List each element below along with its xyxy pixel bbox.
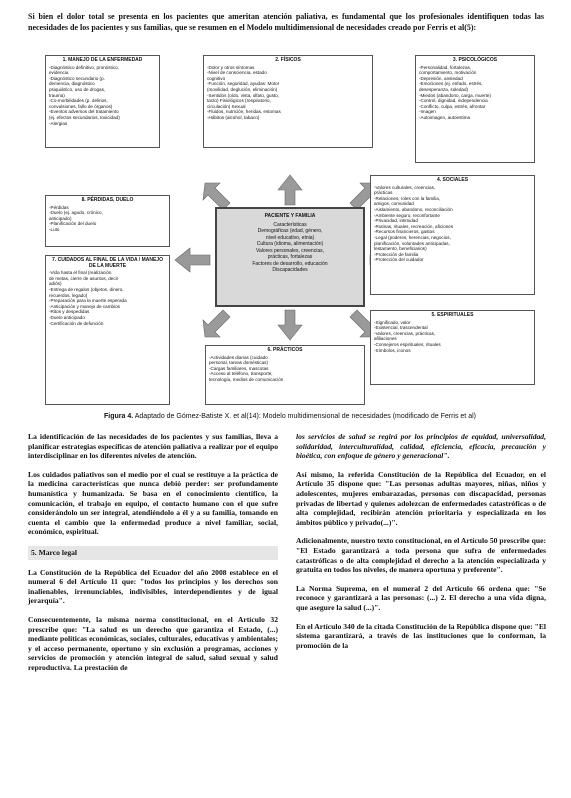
box-title: 2. FÍSICOS (275, 57, 301, 63)
box-item: (ej. efectos secundarios, toxicidad) (49, 114, 120, 120)
center-title: PACIENTE Y FAMILIA (264, 213, 316, 219)
box-item: adiós) (49, 281, 62, 287)
box-item: -Diagnóstico secundario (p. (49, 75, 105, 81)
box-item: -Autoimagen, autoestima (419, 114, 471, 120)
box-item: -Protección del cuidador (374, 257, 424, 263)
center-line: Factores de desarrollo, educación (252, 260, 328, 267)
box-title: 8. PÉRDIDAS, DUELO (81, 197, 134, 203)
paragraph: Consecuentemente, la misma norma constitucional, en el Artículo 32 prescribe que: "La salud es un derecho que garantiza el Estado, (...) mediante políticas económicas, sociales, culturales, educativas y ambientales; y el acceso permanente, oportuno y sin exclusión a programas, acciones y servicios de promoción y atención integral de salud, salud sexual y salud reproductiva. La prestación de (28, 614, 278, 672)
box-item: -Fluidos, nutrición, heridas, estomas (207, 109, 281, 115)
box-item: -Ritos y despedidas (49, 309, 90, 315)
box-losses-grief (45, 195, 170, 247)
box-item: -Pérdidas (49, 204, 69, 210)
box-item: -Existencial, trascendental (374, 325, 428, 331)
paragraph: La identificación de las necesidades de los pacientes y sus familias, lleva a planificar estrategias específicas de atención paliativa a realizar por el equipo interdisciplinar en los diferentes niveles de atención. (28, 432, 279, 461)
box-item: -Certificación de defunción (49, 320, 104, 326)
box-item: -Personalidad, fortalezas, (419, 64, 472, 70)
box-item: tacto) Fisiológicos (respiratorio, (207, 98, 271, 104)
right-column (296, 432, 546, 659)
box-item: -Imagen (419, 109, 436, 115)
box-item: de metas, cierre de asuntos, decir (49, 275, 119, 281)
box-item: tecnología, medios de comunicación (209, 376, 284, 382)
center-line: nivel educativo, etnia) (265, 234, 315, 241)
box-item: -Planificación del duelo (49, 221, 97, 227)
paragraph: Los cuidados paliativos son el medio por el cual se restituye a la práctica de la medicina características que nunca debió perder: ser profundamente humanística y humanizada. Se basa en el conocimiento científico, la comunicación, el trabajo en equipo, el contacto humano con el que sufre considerándolo un ser integral, atendiéndolo a él y a su familia, tomando en cuenta el cambio que la enfermedad produce a nivel familiar, social, económico, espiritual. (28, 469, 278, 537)
box-physical (203, 55, 373, 148)
box-item: convulsiones, fallo de órganos) (49, 103, 113, 109)
box-item: -Rutinas, rituales, recreación, aficiones (374, 223, 454, 229)
box-item: cognitivo (207, 75, 226, 81)
box-item: -Eventos adversos del tratamiento (49, 109, 119, 115)
box-item: circulación) Sexual (207, 103, 246, 109)
box-item: -Acceso al teléfono, transporte, (209, 371, 273, 377)
box-item: trauma) (49, 92, 65, 98)
box-item: -Diagnóstico definitivo, pronóstico, (49, 64, 119, 70)
box-title: 4. SOCIALES (436, 177, 469, 183)
box-item: testamento, beneficiarios) (374, 246, 427, 252)
box-item: -Valores, creencias, prácticas, (374, 330, 436, 336)
arrow-up (278, 175, 302, 205)
center-line: Cultura (idioma, alimentación) (256, 241, 324, 247)
box-item: -Protección de familia (374, 251, 419, 257)
box-title: 6. PRÁCTICOS (267, 347, 303, 353)
box-title: 1. MANEJO DE LA ENFERMEDAD (62, 57, 143, 63)
box-item: -Dolor y otros síntomas (207, 64, 255, 70)
box-item: -Emociones (ej. enfado, estrés, (419, 81, 483, 87)
box-item: -Relaciones, roles con la familia, (374, 195, 441, 201)
box-item: (movilidad, deglución, eliminación) (207, 86, 278, 92)
box-item: prácticas (374, 190, 393, 196)
box-item: -Miedos (abandono, carga, muerte) (419, 92, 492, 98)
box-item: afiliaciones (374, 336, 397, 342)
box-spiritual (370, 310, 535, 385)
figure-caption (100, 412, 480, 421)
box-item: -Función, seguridad, ayudas: Motor (207, 81, 280, 87)
arrow-downleft (203, 310, 230, 337)
box-item: -Preparación para la muerte esperada (49, 298, 127, 304)
section-heading: 5. Marco legal (28, 546, 278, 560)
box-item: -Luto (49, 226, 60, 232)
center-line: Discapacidades (272, 267, 308, 273)
paragraph: En el Artículo 340 de la citada Constitución de la República dispone que: "El sistema garantizará, a través de las instituciones que lo conforman, la promoción de la (296, 621, 546, 650)
box-disease-management (45, 55, 160, 148)
box-title: 7. CUIDADOS AL FINAL DE LA VIDA / MANEJO DE LA MUERTE (52, 257, 163, 269)
box-item: -Vida hasta el final (realización (49, 270, 112, 276)
box-item: -Duelo anticipado (49, 314, 85, 320)
box-item: desesperanza, soledad) (419, 86, 469, 92)
box-item: -Duelo (ej. agudo, crónico, (49, 210, 103, 216)
arrow-down (278, 310, 302, 340)
box-item: -Símbolos, iconos (374, 347, 411, 353)
box-item: personal, tareas domésticas) (209, 360, 268, 366)
box-item: -Control, dignidad, independencia (419, 98, 488, 104)
paragraph: La Constitución de la República del Ecuador del año 2008 establece en el numeral 6 del Artículo 11 que: "todos los principios y los derechos son inalienables, irrenunciables, indivisibles, interdependientes y de igual jerarquía". (28, 567, 278, 606)
box-item: -Entrega de regalos (objetos, dinero, (49, 286, 124, 292)
box-item: psiquiátrico, uso de drogas, (49, 86, 106, 92)
box-item: -Hábitos (alcohol, tabaco) (207, 114, 260, 120)
center-line: Valores personales, creencias, (256, 247, 324, 254)
box-item: comportamiento, motivación (419, 70, 477, 76)
paragraph: Así mismo, la referida Constitución de la República del Ecuador, en el Artículo 35 dispone que: "Las personas adultas mayores, niñas, niños y adolescentes, mujeres embarazadas, personas con discapacidad, personas privadas de libertad y quienes adolezcan de enfermedades catastróficas o de alta complejidad, recibirán atención prioritaria y especializada en los ámbitos público y privado(...)". (296, 469, 546, 527)
paragraph: Adicionalmente, nuestro texto constitucional, en el Artículo 50 prescribe que: "El Estado garantizará a toda persona que sufra de enfermedades catastróficas o de alta complejidad el derecho a la atención especializada y gratuita en todos los niveles, de manera oportuna y preferente". (296, 536, 546, 575)
box-item: -Conflicto, culpa, estrés, afrontar (419, 103, 486, 109)
box-item: -Actividades diarias (cuidado (209, 354, 268, 360)
box-item: anticipado) (49, 215, 72, 221)
box-item: -Nivel de consciencia, estado (207, 70, 267, 76)
paragraph: los servicios de salud se regirá por los principios de equidad, universalidad, solidaridad, interculturalidad, calidad, eficiencia, eficacia, precaución y bioética, con enfoque de género y generacional". (296, 432, 546, 461)
box-item: -Legal (poderes, herencias, negocios, (374, 234, 451, 240)
box-item: planificación, voluntades anticipadas, (374, 240, 450, 246)
box-practical (205, 345, 365, 405)
arrow-upleft (203, 183, 230, 210)
box-item: demencia, diagnóstico (49, 81, 95, 87)
box-end-of-life (45, 255, 170, 405)
box-item: -Ambiente seguro, reconfortante (374, 212, 440, 218)
box-item: -Valores culturales, creencias, (374, 184, 436, 190)
center-line: Características (273, 221, 307, 228)
needs-model-figure (45, 55, 535, 410)
box-title: 3. PSICOLÓGICOS (452, 57, 498, 63)
box-title: 5. ESPIRITUALES (431, 312, 474, 318)
box-item: recuerdos, legado) (49, 292, 88, 298)
box-item: evidencia (49, 70, 69, 76)
arrow-left (175, 248, 210, 272)
box-item: -Anticipación y manejo de cambios (49, 303, 120, 309)
box-item: -Significado, valor (374, 319, 411, 325)
box-item: amigos, comunidad (374, 201, 414, 207)
box-social (370, 175, 535, 295)
intro-paragraph: Si bien el dolor total se presenta en los pacientes que ameritan atención paliativa, es fundamental que los profesionales identifiquen todas las necesidades de los pacientes y sus familias, que se resumen en el Modelo multidimensional de necesidades creado por Ferris et al(5): (28, 12, 544, 32)
box-item: -Depresión, ansiedad (419, 75, 463, 81)
box-psychological (415, 55, 535, 163)
box-item: -Cargas familiares, mascotas (209, 365, 269, 371)
box-item: -Alergias (49, 120, 68, 126)
box-item: -Co-morbilidades (p. delirios, (49, 98, 108, 104)
center-patient-family (215, 207, 365, 307)
box-item: -Sentidos (oído, vista, olfato, gusto, (207, 92, 280, 98)
box-item: -Privacidad, intimidad (374, 218, 418, 224)
caption-text: Adaptado de Gómez-Batiste X. et al(14): Modelo multidimensional de necesidades (modificado de Ferris et al) (134, 413, 476, 420)
box-item: -Recursos financieros, gastos (374, 229, 435, 235)
box-item: -Consejeros espirituales, rituales (374, 341, 441, 347)
caption-label: Figura 4. (104, 413, 134, 420)
center-line: prácticas, fortalezas (267, 254, 313, 260)
box-item: -Aislamiento, abandono, reconciliación (374, 206, 453, 212)
left-column (28, 432, 278, 681)
paragraph: La Norma Suprema, en el numeral 2 del Artículo 66 ordena que: "Se reconoce y garantizará a las personas: (...) 2. El derecho a una vida digna, que asegure la salud (...)". (296, 583, 546, 612)
center-line: Demográficas (edad, género, (257, 228, 323, 234)
